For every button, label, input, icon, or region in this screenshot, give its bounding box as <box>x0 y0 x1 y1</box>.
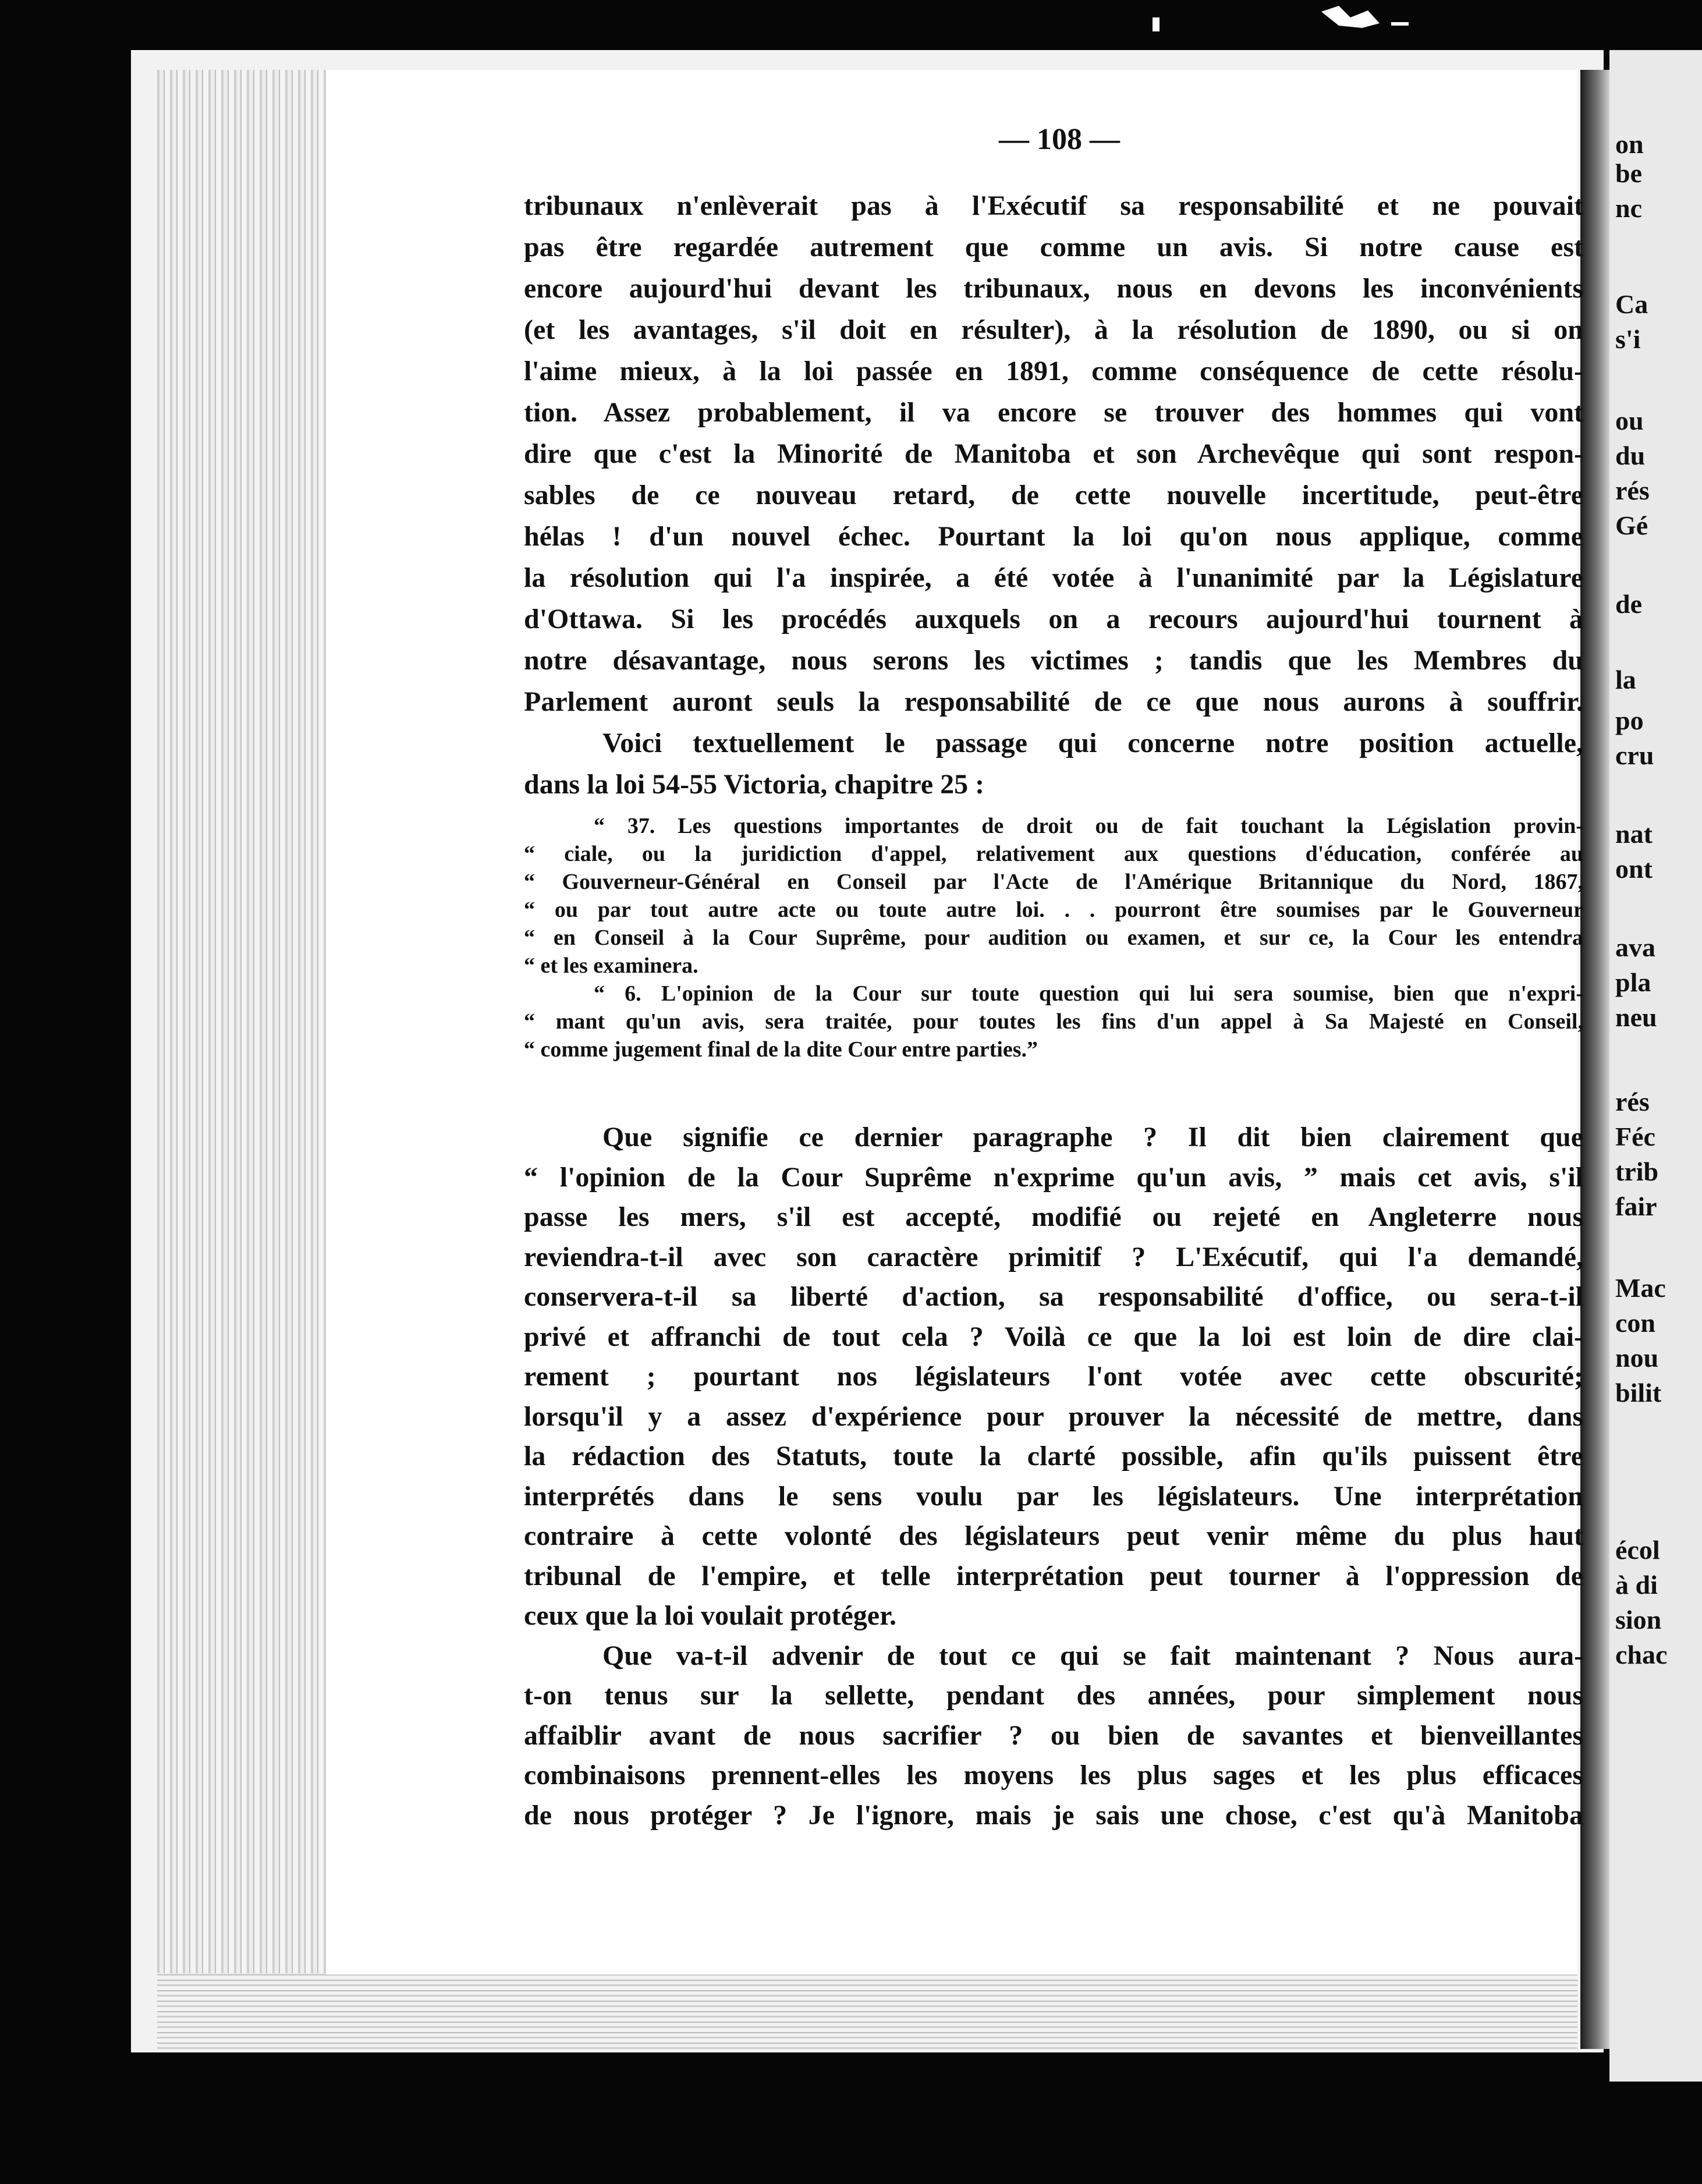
facing-text-fragment: nat <box>1615 819 1653 849</box>
text-line: pas être regardée autrement que comme un avis. Si notre cause est <box>524 232 1583 263</box>
facing-text-fragment: rés <box>1615 1087 1650 1116</box>
facing-text-fragment: chac <box>1615 1640 1668 1669</box>
facing-text-fragment: nou <box>1615 1343 1659 1373</box>
facing-text-fragment: sion <box>1615 1605 1662 1635</box>
facing-text-fragment: trib <box>1615 1157 1659 1186</box>
quote-line: “ mant qu'un avis, sera traitée, pour toutes les fins d'un appel à Sa Majesté en Conseil, <box>524 1009 1583 1034</box>
text-line: ceux que la loi voulait protéger. <box>524 1600 896 1631</box>
quote-line: “ et les examinera. <box>524 953 698 978</box>
facing-text-fragment: Ca <box>1615 289 1648 319</box>
text-line: tribunal de l'empire, et telle interprétation peut tourner à l'oppression de <box>524 1560 1583 1591</box>
text-line: interprétés dans le sens voulu par les législateurs. Une interprétation <box>524 1480 1583 1512</box>
quote-line: “ comme jugement final de la dite Cour entre parties.” <box>524 1037 1038 1062</box>
facing-text-fragment: rés <box>1615 476 1650 505</box>
facing-text-fragment: à di <box>1615 1570 1658 1600</box>
facing-text-fragment: écol <box>1615 1535 1660 1565</box>
quote-line: “ 6. L'opinion de la Cour sur toute question qui lui sera soumise, bien que n'expri- <box>594 981 1583 1006</box>
facing-text-fragment: nc <box>1615 193 1642 223</box>
text-line: l'aime mieux, à la loi passée en 1891, comme conséquence de cette résolu- <box>524 356 1583 387</box>
facing-text-fragment: la <box>1615 665 1636 694</box>
text-line: Que signifie ce dernier paragraphe ? Il dit bien clairement que <box>602 1122 1583 1153</box>
text-line: affaiblir avant de nous sacrifier ? ou bien de savantes et bienveillantes <box>524 1719 1583 1751</box>
facing-text-fragment: ou <box>1615 406 1644 435</box>
facing-text-fragment: con <box>1615 1308 1655 1338</box>
text-line: de nous protéger ? Je l'ignore, mais je sais une chose, c'est qu'à Manitoba <box>524 1799 1583 1831</box>
facing-text-fragment: Gé <box>1615 510 1648 540</box>
quote-line: “ Gouverneur-Général en Conseil par l'Acte de l'Amérique Britannique du Nord, 1867, <box>524 870 1583 894</box>
facing-text-fragment: s'i <box>1615 324 1641 354</box>
facing-text-fragment: cru <box>1615 740 1654 770</box>
facing-text-fragment: bilit <box>1615 1378 1662 1407</box>
page-edges-bottom <box>157 1973 1577 2049</box>
text-line: (et les avantages, s'il doit en résulter), à la résolution de 1890, ou si on <box>524 314 1583 345</box>
text-line: dans la loi 54-55 Victoria, chapitre 25 : <box>524 769 985 800</box>
text-line: tion. Assez probablement, il va encore se trouver des hommes qui vont <box>524 397 1583 428</box>
text-line: Voici textuellement le passage qui concerne notre position actuelle, <box>602 728 1583 758</box>
text-line: “ l'opinion de la Cour Suprême n'exprime qu'un avis, ” mais cet avis, s'il <box>524 1161 1583 1193</box>
text-line: sables de ce nouveau retard, de cette nouvelle incertitude, peut-être <box>524 480 1583 510</box>
text-line: dire que c'est la Minorité de Manitoba et son Archevêque qui sont respon- <box>524 438 1583 469</box>
facing-text-fragment: ava <box>1615 933 1655 962</box>
book-gutter <box>1580 70 1609 2049</box>
text-line: tribunaux n'enlèverait pas à l'Exécutif sa responsabilité et ne pouvait <box>524 190 1583 221</box>
text-line: notre désavantage, nous serons les victimes ; tandis que les Membres du <box>524 645 1583 676</box>
text-line: privé et affranchi de tout cela ? Voilà ce que la loi est loin de dire clai- <box>524 1321 1583 1352</box>
text-line: Que va-t-il advenir de tout ce qui se fait maintenant ? Nous aura- <box>602 1640 1583 1671</box>
text-line: conservera-t-il sa liberté d'action, sa responsabilité d'office, ou sera-t-il <box>524 1281 1583 1312</box>
facing-text-fragment: Féc <box>1615 1122 1655 1151</box>
quote-line: “ ou par tout autre acte ou toute autre loi. . . pourront être soumises par le Gouverneur <box>524 898 1583 922</box>
facing-text-fragment: pla <box>1615 967 1651 997</box>
page-number: — 108 — <box>999 123 1120 156</box>
text-line: contraire à cette volonté des législateurs peut venir même du plus haut <box>524 1520 1583 1551</box>
text-line: d'Ottawa. Si les procédés auxquels on a recours aujourd'hui tournent à <box>524 604 1583 634</box>
text-line: rement ; pourtant nos législateurs l'ont votée avec cette obscurité; <box>524 1361 1583 1392</box>
text-line: Parlement auront seuls la responsabilité de ce que nous aurons à souffrir. <box>524 686 1583 717</box>
page-edges-left <box>157 70 326 2049</box>
facing-text-fragment: neu <box>1615 1002 1657 1032</box>
facing-text-fragment: ont <box>1615 854 1653 884</box>
facing-page-fragment <box>1609 50 1702 2082</box>
facing-text-fragment: po <box>1615 705 1644 735</box>
text-line: t-on tenus sur la sellette, pendant des années, pour simplement nous <box>524 1680 1583 1711</box>
text-line: hélas ! d'un nouvel échec. Pourtant la loi qu'on nous applique, comme <box>524 521 1583 552</box>
facing-text-fragment: be <box>1615 158 1642 188</box>
quote-line: “ ciale, ou la juridiction d'appel, relativement aux questions d'éducation, conférée au <box>524 842 1583 866</box>
scan-specks <box>1129 0 1455 52</box>
text-line: passe les mers, s'il est accepté, modifié ou rejeté en Angleterre nous <box>524 1201 1583 1232</box>
text-line: combinaisons prennent-elles les moyens les plus sages et les plus efficaces <box>524 1760 1583 1791</box>
text-line: reviendra-t-il avec son caractère primitif ? L'Exécutif, qui l'a demandé, <box>524 1241 1583 1272</box>
text-line: lorsqu'il y a assez d'expérience pour prouver la nécessité de mettre, dans <box>524 1401 1583 1432</box>
facing-text-fragment: de <box>1615 589 1642 619</box>
facing-text-fragment: fair <box>1615 1192 1657 1221</box>
facing-text-fragment: du <box>1615 441 1646 470</box>
quote-line: “ 37. Les questions importantes de droit ou de fait touchant la Législation provin- <box>594 814 1583 838</box>
facing-text-fragment: on <box>1615 129 1644 159</box>
facing-text-fragment: Mac <box>1615 1273 1666 1303</box>
text-line: la rédaction des Statuts, toute la clarté possible, afin qu'ils puissent être <box>524 1441 1583 1472</box>
text-line: la résolution qui l'a inspirée, a été votée à l'unanimité par la Législature <box>524 562 1583 593</box>
text-line: encore aujourd'hui devant les tribunaux, nous en devons les inconvénients <box>524 273 1583 304</box>
quote-line: “ en Conseil à la Cour Suprême, pour audition ou examen, et sur ce, la Cour les entendra <box>524 926 1583 950</box>
